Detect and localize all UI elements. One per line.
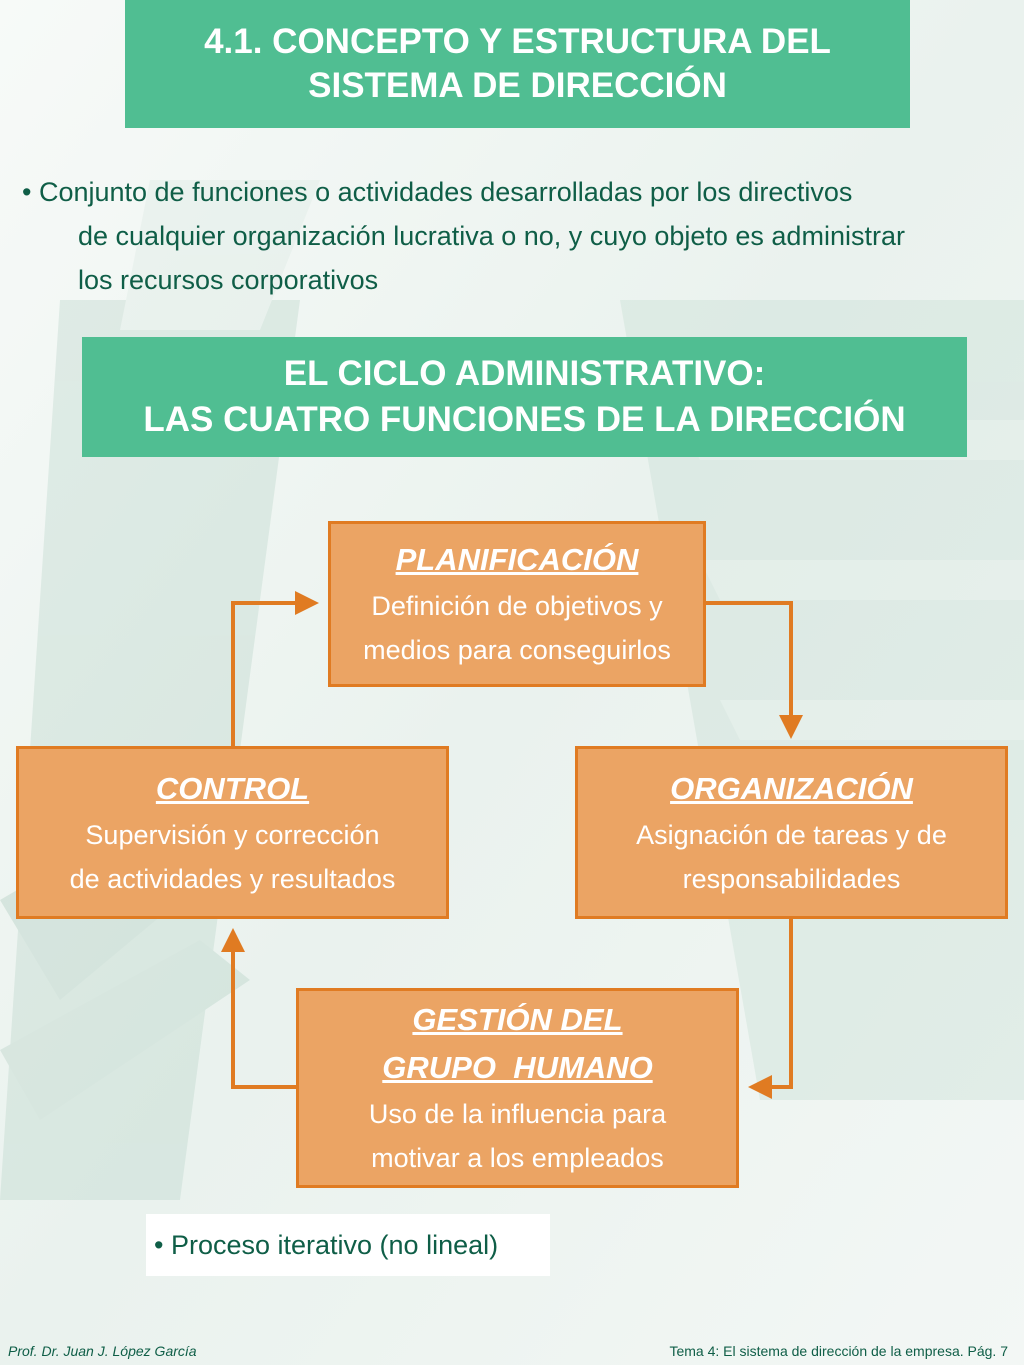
arrow-gestion-to-control bbox=[233, 932, 296, 1087]
organizacion-desc-2: responsabilidades bbox=[682, 863, 901, 894]
planificacion-desc-2: medios para conseguirlos bbox=[363, 635, 671, 665]
control-box bbox=[16, 746, 449, 919]
arrow-planificacion-to-organizacion bbox=[706, 603, 791, 735]
control-title: CONTROL bbox=[155, 770, 310, 806]
footer-author: Prof. Dr. Juan J. López García bbox=[8, 1343, 197, 1359]
slide-title-line-2: SISTEMA DE DIRECCIÓN bbox=[308, 66, 727, 105]
arrow-control-to-planificacion bbox=[233, 603, 315, 746]
footer-page-info: Tema 4: El sistema de dirección de la empresa. Pág. 7 bbox=[669, 1343, 1008, 1359]
organizacion-box bbox=[575, 746, 1008, 919]
planificacion-desc-1: Definición de objetivos y bbox=[371, 591, 663, 621]
intro-line-3: los recursos corporativos bbox=[78, 265, 379, 295]
cycle-heading-line-1: EL CICLO ADMINISTRATIVO: bbox=[283, 354, 766, 393]
organizacion-title: ORGANIZACIÓN bbox=[670, 770, 913, 806]
control-desc-1: Supervisión y corrección bbox=[85, 819, 380, 850]
iterative-note: • Proceso iterativo (no lineal) bbox=[146, 1214, 550, 1276]
planificacion-box bbox=[328, 521, 706, 687]
organizacion-desc-1: Asignación de tareas y de bbox=[636, 819, 947, 850]
cycle-heading-line-2: LAS CUATRO FUNCIONES DE LA DIRECCIÓN bbox=[143, 400, 906, 439]
planificacion-title: PLANIFICACIÓN bbox=[395, 542, 639, 577]
gestion-box bbox=[296, 988, 739, 1188]
control-desc-2: de actividades y resultados bbox=[69, 863, 396, 894]
gestion-desc-2: motivar a los empleados bbox=[371, 1143, 664, 1173]
arrow-organizacion-to-gestion bbox=[752, 919, 791, 1087]
gestion-title-1: GESTIÓN DEL bbox=[412, 1002, 623, 1037]
intro-line-2: de cualquier organización lucrativa o no, y cuyo objeto es administrar bbox=[78, 221, 905, 251]
gestion-title-2: GRUPO HUMANO bbox=[382, 1050, 653, 1085]
gestion-desc-1: Uso de la influencia para bbox=[368, 1099, 667, 1129]
slide-title-line-1: 4.1. CONCEPTO Y ESTRUCTURA DEL bbox=[204, 22, 831, 61]
intro-line-1: • Conjunto de funciones o actividades desarrolladas por los directivos bbox=[22, 177, 853, 207]
